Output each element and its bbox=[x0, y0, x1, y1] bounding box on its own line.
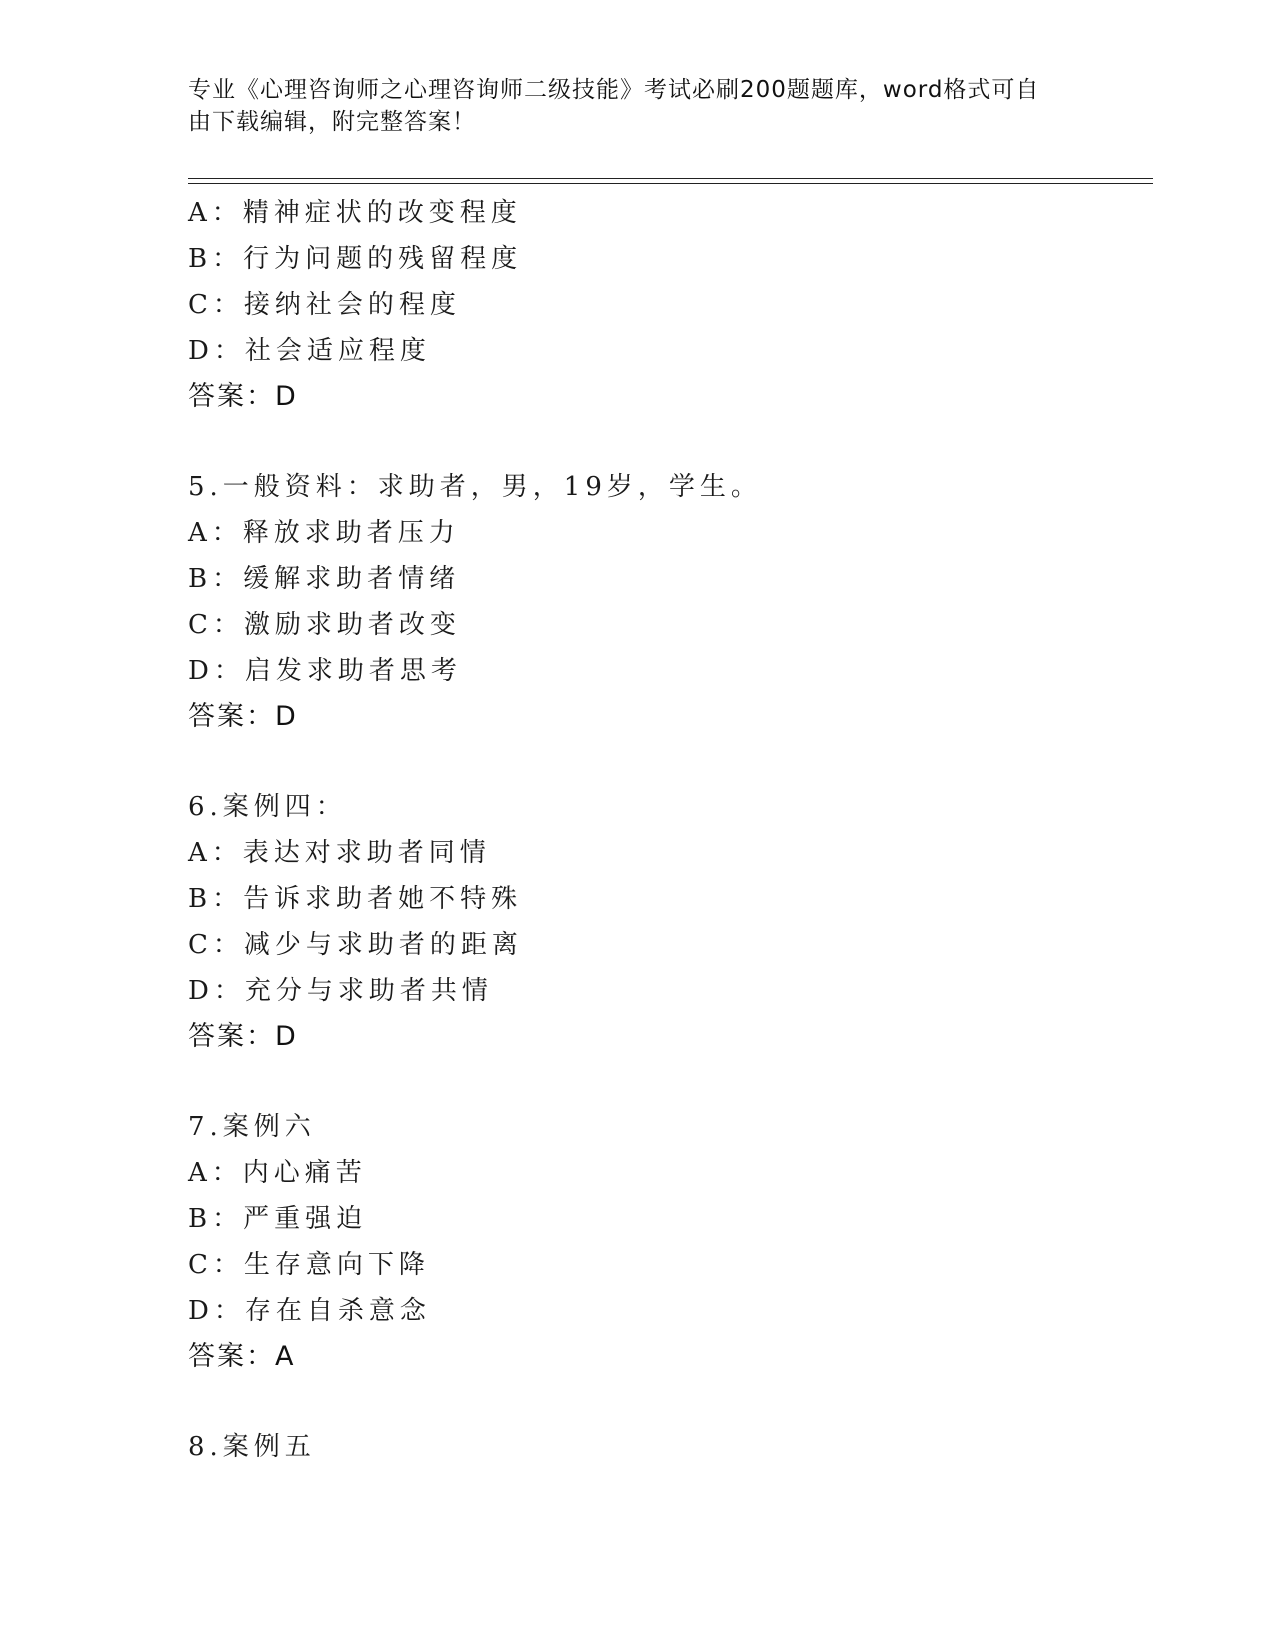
question-block-6 bbox=[188, 784, 1148, 1060]
question-block-8 bbox=[188, 1424, 1148, 1470]
option-c: C：激励求助者改变 bbox=[188, 610, 461, 640]
answer-line: 答案：D bbox=[188, 381, 298, 412]
document-header bbox=[188, 74, 1088, 138]
option-a: A：精神症状的改变程度 bbox=[188, 198, 522, 228]
answer-line: 答案：D bbox=[188, 701, 298, 732]
question-block-5 bbox=[188, 464, 1148, 740]
option-b: B：告诉求助者她不特殊 bbox=[188, 884, 523, 914]
spacer bbox=[188, 740, 1148, 784]
question-list bbox=[188, 190, 1148, 1470]
option-c: C：生存意向下降 bbox=[188, 1250, 430, 1280]
question-block-4 bbox=[188, 190, 1148, 420]
question-block-7 bbox=[188, 1104, 1148, 1380]
header-divider-top bbox=[188, 178, 1153, 179]
option-d: D：存在自杀意念 bbox=[188, 1296, 431, 1326]
answer-line: 答案：D bbox=[188, 1021, 298, 1052]
question-stem: 5.一般资料：求助者，男，19岁，学生。 bbox=[188, 472, 762, 502]
option-c: C：减少与求助者的距离 bbox=[188, 930, 523, 960]
header-line-1: 专业《心理咨询师之心理咨询师二级技能》考试必刷200题题库，word格式可自 bbox=[188, 77, 1040, 103]
option-b: B：行为问题的残留程度 bbox=[188, 244, 523, 274]
option-b: B：缓解求助者情绪 bbox=[188, 564, 461, 594]
option-d: D：社会适应程度 bbox=[188, 336, 431, 366]
spacer bbox=[188, 420, 1148, 464]
spacer bbox=[188, 1060, 1148, 1104]
option-a: A：表达对求助者同情 bbox=[188, 838, 491, 868]
header-line-2: 由下载编辑，附完整答案！ bbox=[188, 109, 476, 135]
option-a: A：释放求助者压力 bbox=[188, 518, 460, 548]
option-b: B：严重强迫 bbox=[188, 1204, 368, 1234]
question-stem: 6.案例四： bbox=[188, 792, 347, 822]
answer-line: 答案：A bbox=[188, 1341, 296, 1372]
header-divider-bottom bbox=[188, 183, 1153, 184]
option-a: A：内心痛苦 bbox=[188, 1158, 367, 1188]
question-stem: 8.案例五 bbox=[188, 1432, 316, 1462]
option-d: D：启发求助者思考 bbox=[188, 656, 462, 686]
spacer bbox=[188, 1380, 1148, 1424]
option-d: D：充分与求助者共情 bbox=[188, 976, 493, 1006]
option-c: C：接纳社会的程度 bbox=[188, 290, 461, 320]
question-stem: 7.案例六 bbox=[188, 1112, 316, 1142]
